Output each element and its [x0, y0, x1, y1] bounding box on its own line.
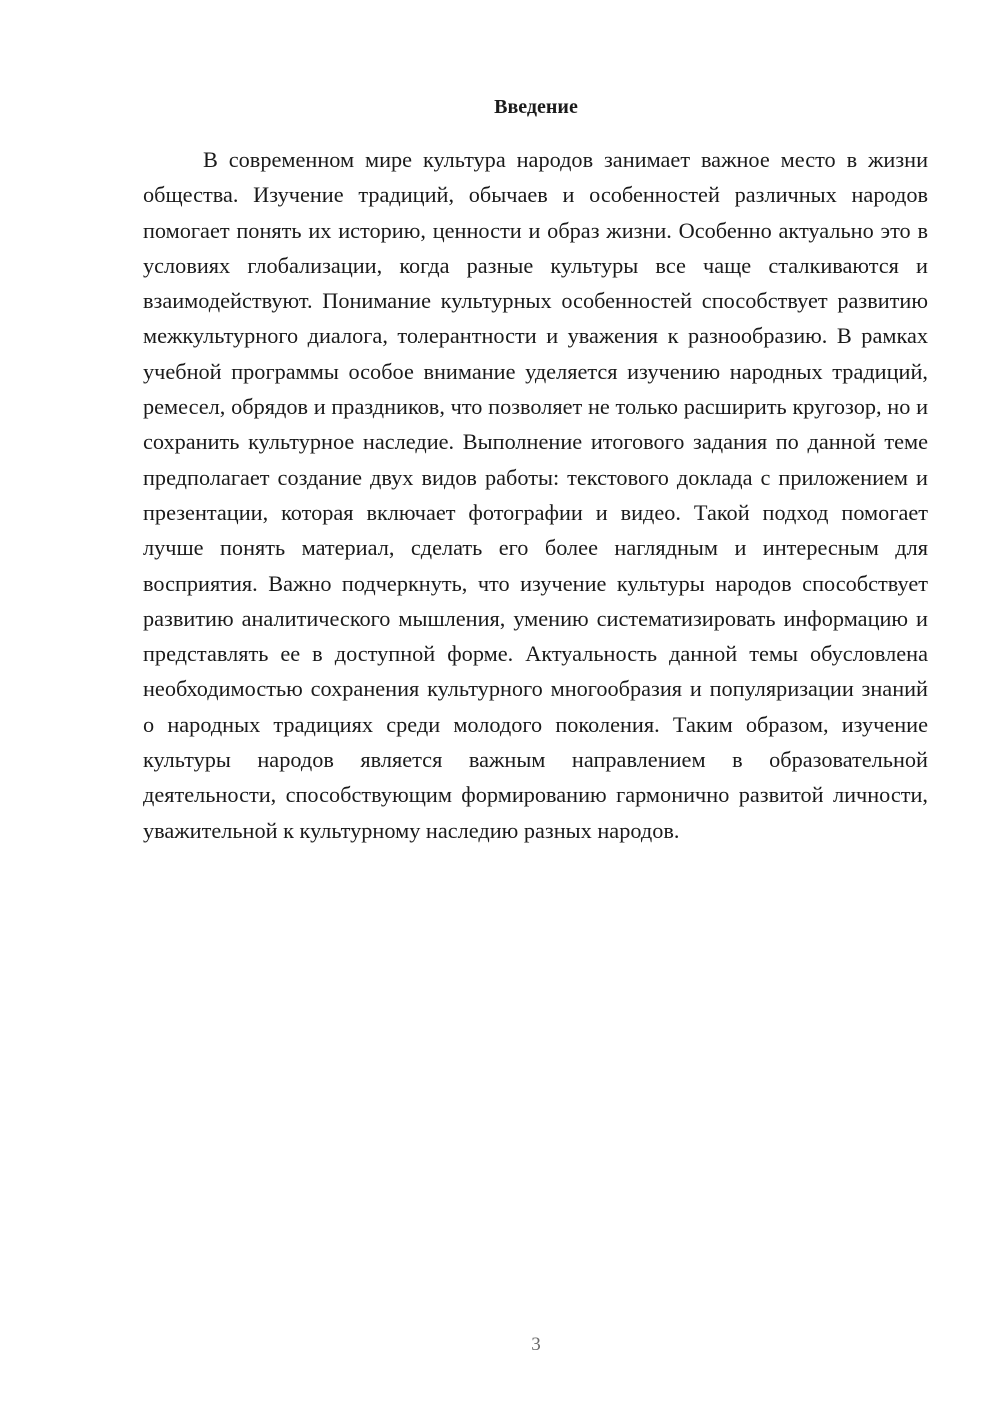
body-paragraph: В современном мире культура народов занимает важное место в жизни общества. Изучение традиций, обычаев и особенностей различных народов помогает понять их историю, ценности и образ жизни. Особенно актуально это в условиях глобализации, когда разные культуры все чаще сталкиваются и взаимодействуют. Понимание культурных особенностей способствует развитию межкультурного диалога, толерантности и уважения к разнообразию. В рамках учебной программы особое внимание уделяется изучению народных традиций, ремесел, обрядов и праздников, что позволяет не только расширить кругозор, но и сохранить культурное наследие. Выполнение итогового задания по данной теме предполагает создание двух видов работы: текстового доклада с приложением и презентации, которая включает фотографии и видео. Такой подход помогает лучше понять материал, сделать его более наглядным и интересным для восприятия. Важно подчеркнуть, что изучение культуры народов способствует развитию аналитического мышления, умению систематизировать информацию и представлять ее в доступной форме. Актуальность данной темы обусловлена необходимостью сохранения культурного многообразия и популяризации знаний о народных традициях среди молодого поколения. Таким образом, изучение культуры народов является важным направлением в образовательной деятельности, способствующим формированию гармонично развитой личности, уважительной к культурному наследию разных народов. — [143, 147, 928, 843]
page-number: 3 — [531, 1334, 541, 1355]
section-heading: Введение — [494, 96, 578, 118]
